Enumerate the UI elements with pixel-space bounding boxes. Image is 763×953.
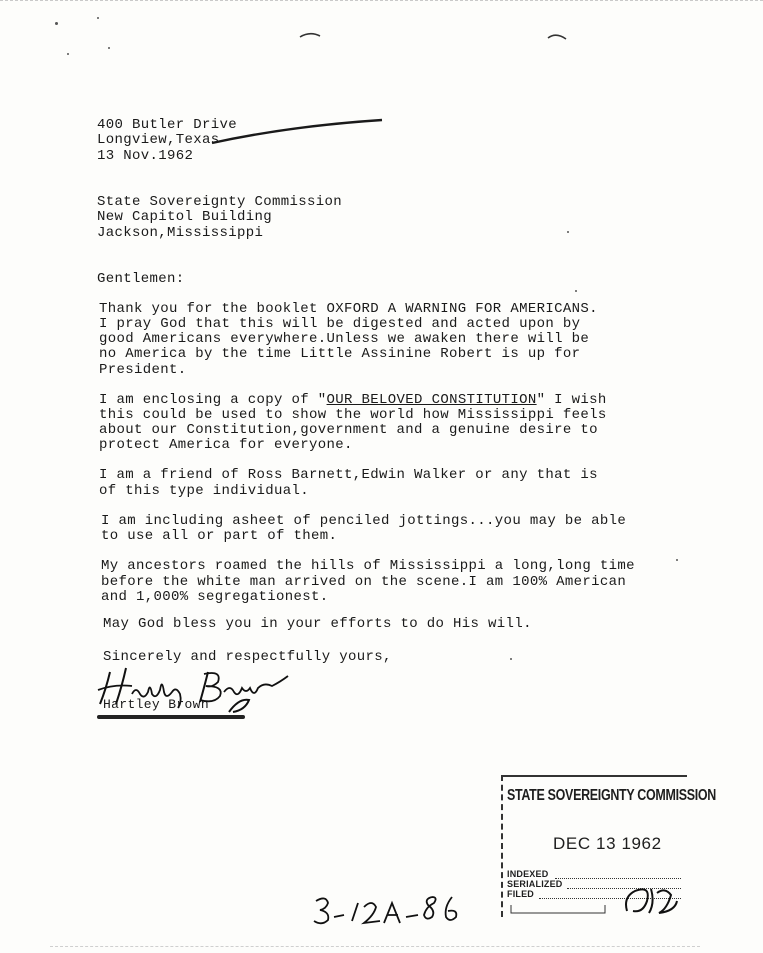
paragraph2-line2: this could be used to show the world how Mississippi feels: [99, 407, 607, 423]
recipient-line1: State Sovereignty Commission: [97, 194, 343, 210]
paragraph3-line2: of this type individual.: [99, 483, 310, 499]
sender-address-line1: 400 Butler Drive: [97, 117, 238, 133]
paragraph2-line4: protect America for everyone.: [99, 437, 353, 453]
typed-name-mark: [225, 694, 253, 716]
stamp-field-serialized: SERIALIZED: [507, 879, 563, 889]
paragraph4-line1: I am including asheet of penciled jottings...you may be able: [101, 513, 627, 529]
paragraph1-line3: good Americans everywhere.Unless we awaken there will be: [99, 331, 590, 347]
paragraph1-line1: Thank you for the booklet OXFORD A WARNING FOR AMERICANS.: [99, 301, 598, 317]
constitution-title: OUR BELOVED CONSTITUTION: [326, 392, 537, 408]
stamp-initials: [621, 883, 681, 917]
address-pen-stroke: [210, 114, 385, 146]
stamp-title: STATE SOVEREIGNTY COMMISSION: [507, 787, 717, 804]
paragraph2-line3: about our Constitution,government and a genuine desire to: [99, 422, 598, 438]
recipient-line3: Jackson,Mississippi: [97, 225, 264, 241]
stamp-field-filed: FILED: [507, 889, 534, 899]
paragraph4-line2: to use all or part of them.: [101, 528, 338, 544]
stamp-date: DEC 13 1962: [553, 834, 662, 853]
paragraph2-line1-start: I am enclosing a copy of ": [99, 392, 327, 408]
paragraph6: May God bless you in your efforts to do His will.: [103, 616, 532, 632]
paragraph2-line1-end: " I wish: [536, 392, 607, 408]
typed-name: Hartley Brown: [103, 697, 209, 712]
stamp-field-indexed: INDEXED: [507, 869, 549, 879]
letter-date: 13 Nov.1962: [97, 148, 194, 164]
recipient-line2: New Capitol Building: [97, 209, 273, 225]
bottom-scan-edge: [50, 946, 700, 947]
sender-address-line2: Longview,Texas: [97, 132, 220, 148]
stamp-dots-indexed: [555, 878, 681, 879]
paragraph3-line1: I am a friend of Ross Barnett,Edwin Walker or any that is: [99, 467, 598, 483]
received-stamp: [501, 775, 717, 917]
paragraph1-line5: President.: [99, 362, 187, 378]
paragraph2-line1: [99, 393, 607, 408]
paragraph5-line1: My ancestors roamed the hills of Mississippi a long,long time: [101, 558, 635, 574]
stamp-bracket: [509, 903, 609, 915]
paragraph5-line3: and 1,000% segregationest.: [101, 589, 329, 605]
closing: Sincerely and respectfully yours,: [103, 649, 392, 665]
handwritten-signature: [96, 664, 296, 714]
paragraph1-line2: I pray God that this will be digested and acted upon by: [99, 316, 581, 332]
paragraph5-line2: before the white man arrived on the scene.I am 100% American: [101, 574, 627, 590]
file-number-handwritten: [312, 893, 472, 929]
salutation: Gentlemen:: [97, 271, 185, 287]
paragraph1-line4: no America by the time Little Assinine Robert is up for: [99, 346, 581, 362]
signature-underline: [97, 715, 245, 719]
